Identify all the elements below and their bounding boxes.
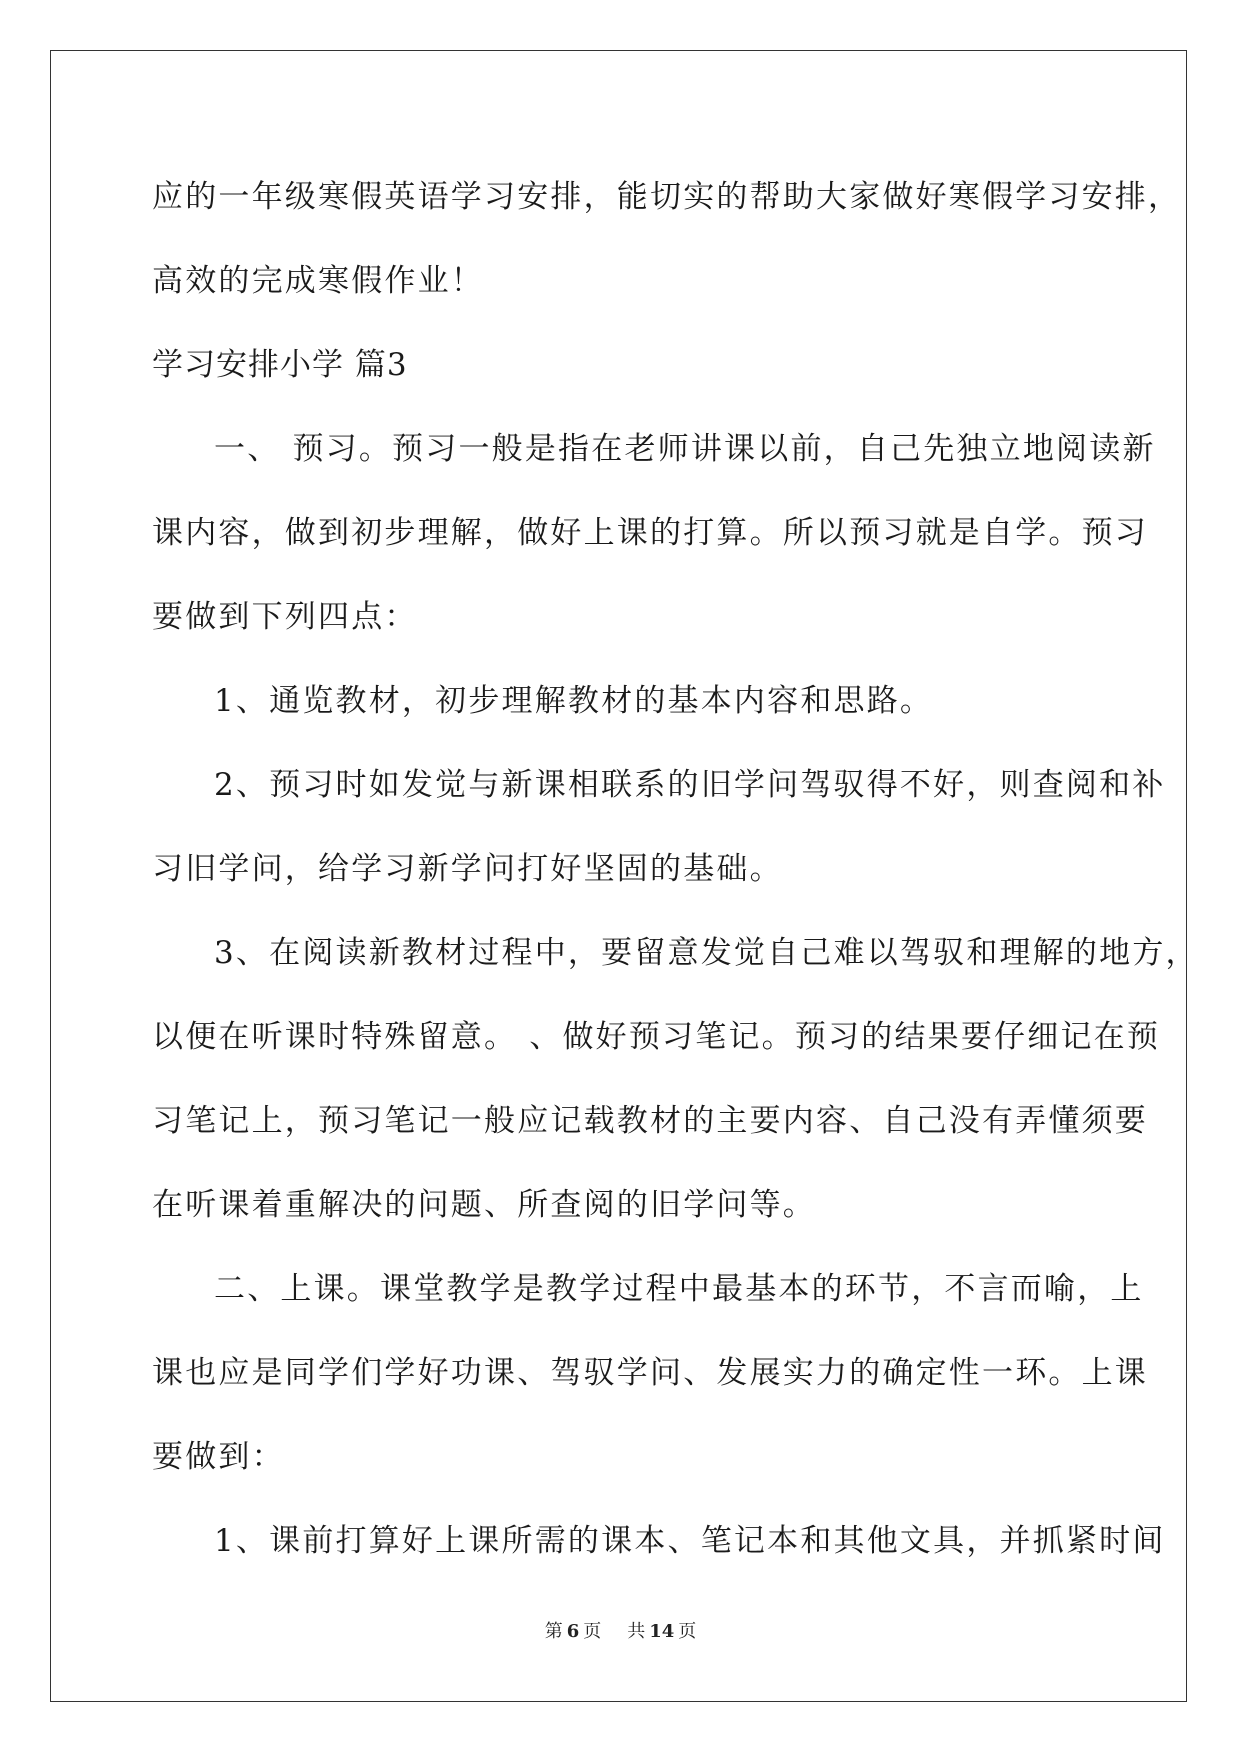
paragraph-line: 一、 预习。预习一般是指在老师讲课以前，自己先独立地阅读新 <box>214 431 1156 467</box>
paragraph-line: 习笔记上，预习笔记一般应记载教材的主要内容、自己没有弄懂须要 <box>152 1103 1148 1139</box>
page-label-prefix: 第 <box>544 1621 563 1642</box>
paragraph-line: 二、上课。课堂教学是教学过程中最基本的环节，不言而喻，上 <box>214 1271 1144 1307</box>
paragraph-line: 1、课前打算好上课所需的课本、笔记本和其他文具，并抓紧时间 <box>214 1523 1166 1559</box>
paragraph-line: 在听课着重解决的问题、所查阅的旧学问等。 <box>152 1187 816 1223</box>
paragraph-line: 要做到： <box>152 1439 285 1475</box>
paragraph-line: 课内容，做到初步理解，做好上课的打算。所以预习就是自学。预习 <box>152 515 1148 551</box>
document-body <box>152 155 1199 1583</box>
paragraph-line: 高效的完成寒假作业！ <box>152 263 484 299</box>
paragraph-line: 以便在听课时特殊留意。 、做好预习笔记。预习的结果要仔细记在预 <box>152 1019 1161 1055</box>
paragraph-line: 1、通览教材，初步理解教材的基本内容和思路。 <box>214 683 934 719</box>
current-page-number: 6 <box>566 1621 580 1642</box>
page-footer <box>0 1617 1241 1643</box>
total-label-suffix: 页 <box>678 1621 697 1642</box>
section-heading: 学习安排小学 篇3 <box>152 347 408 383</box>
paragraph-line: 课也应是同学们学好功课、驾驭学问、发展实力的确定性一环。上课 <box>152 1355 1148 1391</box>
paragraph-line: 应的一年级寒假英语学习安排，能切实的帮助大家做好寒假学习安排， <box>152 179 1182 215</box>
page-label-suffix: 页 <box>583 1621 602 1642</box>
paragraph-line: 习旧学问，给学习新学问打好坚固的基础。 <box>152 851 783 887</box>
paragraph-line: 3、在阅读新教材过程中，要留意发觉自己难以驾驭和理解的地方， <box>214 935 1199 971</box>
paragraph-line: 2、预习时如发觉与新课相联系的旧学问驾驭得不好，则查阅和补 <box>214 767 1166 803</box>
total-label-prefix: 共 <box>627 1621 646 1642</box>
total-pages-number: 14 <box>649 1621 675 1642</box>
paragraph-line: 要做到下列四点： <box>152 599 418 635</box>
